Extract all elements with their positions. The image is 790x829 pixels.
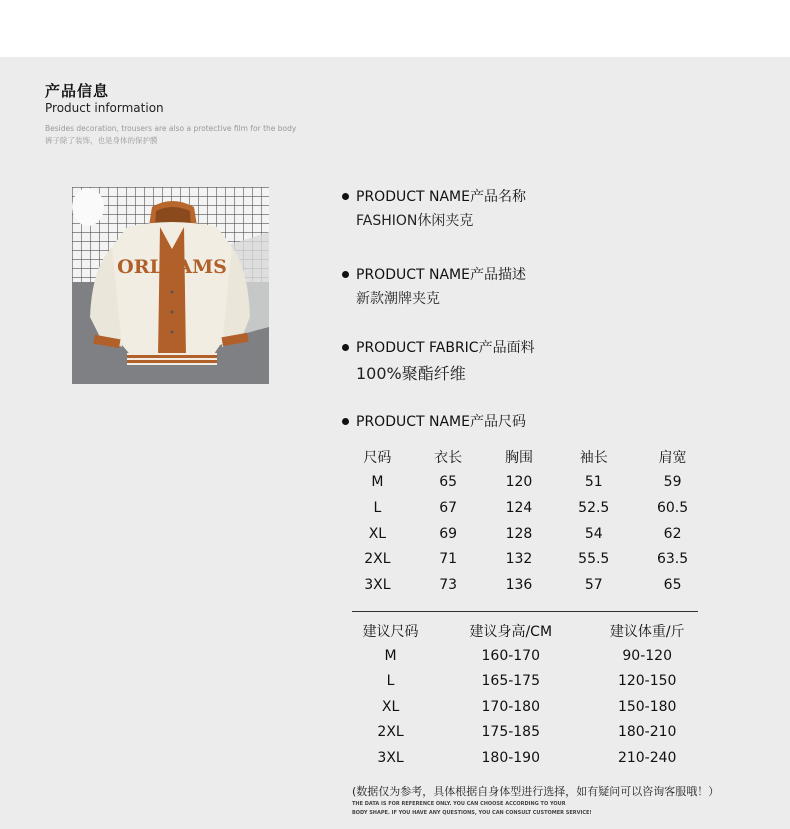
table-cell: M: [371, 474, 384, 491]
table-cell: 128: [505, 525, 533, 542]
table-cell: 165-175: [481, 673, 540, 690]
table-cell: 51: [584, 474, 603, 491]
section-title-en: Product information: [45, 101, 164, 115]
table-cell: 90-120: [622, 648, 672, 665]
info-value: FASHION休闲夹克: [356, 213, 474, 229]
header-cell: 建议身高/CM: [469, 623, 553, 640]
bullet-icon: [342, 271, 349, 278]
size-table: [342, 444, 712, 598]
table-cell: 180-190: [481, 749, 540, 766]
table-cell: 2XL: [377, 724, 404, 741]
table-row: [342, 572, 712, 598]
divider: [352, 611, 698, 612]
section-title-cn: 产品信息: [45, 82, 110, 100]
info-label: PRODUCT NAME产品描述: [356, 267, 526, 283]
table-cell: L: [373, 499, 382, 516]
header-cell: 衣长: [434, 449, 463, 466]
table-cell: L: [386, 673, 395, 690]
table-cell: 62: [663, 525, 682, 542]
info-product-name: [342, 186, 526, 230]
table-cell: 63.5: [656, 551, 689, 568]
product-photo: [72, 187, 269, 384]
header-cell: 袖长: [579, 449, 608, 466]
footer-note-cn: (数据仅为参考，具体根据自身体型进行选择，如有疑问可以咨询客服哦！）: [352, 785, 720, 798]
jacket-illustration: [72, 187, 269, 384]
header-cell: 肩宽: [658, 449, 687, 466]
table-cell: 210-240: [617, 749, 677, 766]
table-cell: 175-185: [481, 724, 540, 741]
table-cell: 57: [584, 576, 603, 593]
table-row: [342, 470, 712, 496]
table-row: [342, 495, 712, 521]
table-cell: XL: [368, 525, 387, 542]
info-label: PRODUCT NAME产品名称: [356, 189, 526, 205]
table-cell: 160-170: [481, 648, 540, 665]
bullet-icon: [342, 418, 349, 425]
table-cell: 73: [439, 576, 458, 593]
recommendation-table: [342, 618, 712, 770]
table-cell: 136: [505, 576, 533, 593]
recommendation-table-header: [342, 618, 712, 643]
table-cell: 120: [505, 474, 533, 491]
table-cell: 60.5: [656, 499, 689, 516]
info-value: 新款潮牌夹克: [356, 291, 440, 307]
info-label: PRODUCT NAME产品尺码: [356, 414, 526, 430]
bullet-icon: [342, 193, 349, 200]
bullet-icon: [342, 344, 349, 351]
table-cell: XL: [381, 698, 400, 715]
table-cell: 71: [439, 551, 458, 568]
table-cell: 170-180: [481, 698, 540, 715]
info-value: 100%聚酯纤维: [356, 364, 466, 383]
table-row: [342, 745, 712, 770]
table-cell: 120-150: [617, 673, 677, 690]
header-cell: 建议尺码: [362, 623, 419, 640]
footer-note-en-line2: BODY SHAPE. IF YOU HAVE ANY QUESTIONS, YOU CAN CONSULT CUSTOMER SERVICE!: [352, 810, 592, 816]
table-cell: 180-210: [617, 724, 677, 741]
table-cell: 52.5: [578, 499, 610, 516]
jacket-print-text: ORLEAMS: [117, 256, 227, 278]
table-cell: 69: [439, 525, 458, 542]
size-table-header: [342, 444, 712, 470]
table-cell: M: [384, 648, 397, 665]
table-cell: 132: [505, 551, 533, 568]
table-cell: 2XL: [364, 551, 391, 568]
table-cell: 67: [439, 499, 458, 516]
table-row: [342, 720, 712, 745]
table-cell: 150-180: [617, 698, 677, 715]
table-row: [342, 694, 712, 719]
table-cell: 3XL: [364, 576, 391, 593]
header-cell: 胸围: [504, 449, 533, 466]
table-cell: 54: [584, 525, 603, 542]
table-cell: 65: [439, 474, 458, 491]
table-row: [342, 669, 712, 694]
footer-note-en-line1: THE DATA IS FOR REFERENCE ONLY. YOU CAN CHOOSE ACCORDING TO YOUR: [352, 801, 566, 807]
table-cell: 3XL: [377, 749, 404, 766]
section-note-en: Besides decoration, trousers are also a protective film for the body: [45, 124, 297, 133]
table-cell: 55.5: [578, 551, 610, 568]
table-row: [342, 546, 712, 572]
table-row: [342, 521, 712, 547]
table-row: [342, 643, 712, 668]
table-cell: 59: [663, 474, 682, 491]
header-cell: 建议体重/斤: [609, 623, 685, 640]
table-cell: 65: [663, 576, 682, 593]
info-label: PRODUCT FABRIC产品面料: [356, 340, 535, 356]
info-product-fabric: [342, 337, 535, 384]
info-product-description: [342, 264, 526, 308]
header-cell: 尺码: [363, 449, 392, 466]
table-cell: 124: [505, 499, 533, 516]
info-product-size: [342, 411, 526, 431]
section-note-cn: 裤子除了装饰，也是身体的保护膜: [45, 136, 158, 145]
